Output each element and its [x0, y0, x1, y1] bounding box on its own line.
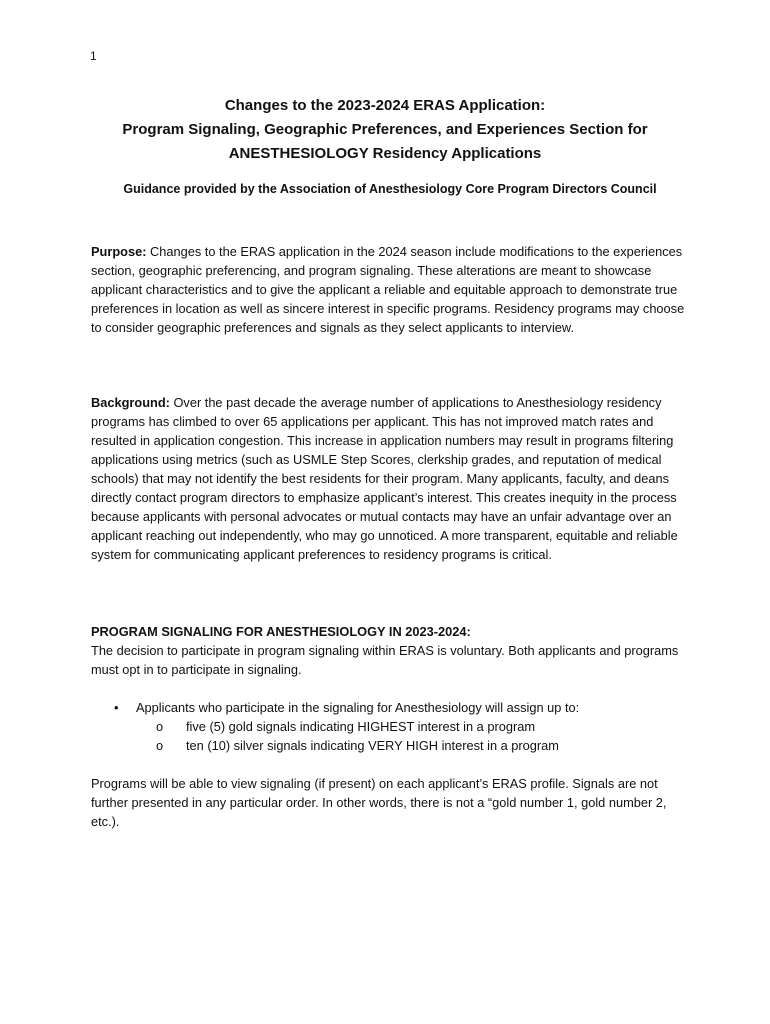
sub-list-item [110, 717, 710, 736]
page-number: 1 [90, 49, 97, 63]
signaling-intro-paragraph: The decision to participate in program signaling within ERAS is voluntary. Both applicants and programs must opt in to participate in signaling. [91, 643, 679, 677]
sub-bullet-icon: o [156, 738, 164, 753]
background-label: Background: [91, 395, 170, 410]
signaling-heading: PROGRAM SIGNALING FOR ANESTHESIOLOGY IN 2023-2024: [91, 624, 471, 639]
sub-item-text-gold: five (5) gold signals indicating HIGHEST interest in a program [186, 719, 535, 734]
bullet-text: Applicants who participate in the signaling for Anesthesiology will assign up to: [136, 700, 580, 715]
purpose-text: Changes to the ERAS application in the 2024 season include modifications to the experiences section, geographic preferencing, and program signaling. These alterations are meant to showcase applicant characteristics and to give the applicant a reliable and equitable approach to demonstrate true preferences in location as well as sincere interest in specific programs. Residency programs may choose to consider geographic preferences and signals as they select applicants to interview. [91, 244, 685, 335]
bullet-icon: • [114, 700, 119, 715]
sub-list-item [110, 736, 710, 755]
title-line-3: ANESTHESIOLOGY Residency Applications [228, 145, 542, 162]
guidance-subtitle: Guidance provided by the Association of Anesthesiology Core Program Directors Council [123, 182, 657, 196]
title-line-1: Changes to the 2023-2024 ERAS Application: [224, 97, 546, 114]
document-title [60, 94, 710, 166]
title-line-2: Program Signaling, Geographic Preferences, and Experiences Section for [122, 121, 648, 138]
signaling-bullet-list [110, 698, 710, 755]
list-item [110, 698, 710, 717]
sub-item-text-silver: ten (10) silver signals indicating VERY HIGH interest in a program [186, 738, 559, 753]
purpose-paragraph [91, 242, 691, 337]
background-text: Over the past decade the average number of applications to Anesthesiology residency programs has climbed to over 65 applications per applicant. This has not improved match rates and resulted in application congestion. This increase in application numbers may result in programs filtering applications using metrics (such as USMLE Step Scores, clerkship grades, and reputation of medical schools) that may not identify the best residents for their program. Many applicants, faculty, and deans directly contact program directors to emphasize applicant’s interest. This creates inequity in the process because applicants with personal advocates or mutual contacts may have an unfair advantage over an applicant reaching out independently, who may go unnoticed. A more transparent, equitable and reliable system for communicating applicant preferences to residency programs is critical. [91, 395, 678, 562]
purpose-label: Purpose: [91, 244, 147, 259]
sub-bullet-icon: o [156, 719, 164, 734]
background-paragraph [91, 393, 691, 564]
closing-paragraph: Programs will be able to view signaling (if present) on each applicant’s ERAS profile. Signals are not further presented in any particular order. In other words, there is not a “gold number 1, gold number 2, etc.). [91, 776, 667, 829]
